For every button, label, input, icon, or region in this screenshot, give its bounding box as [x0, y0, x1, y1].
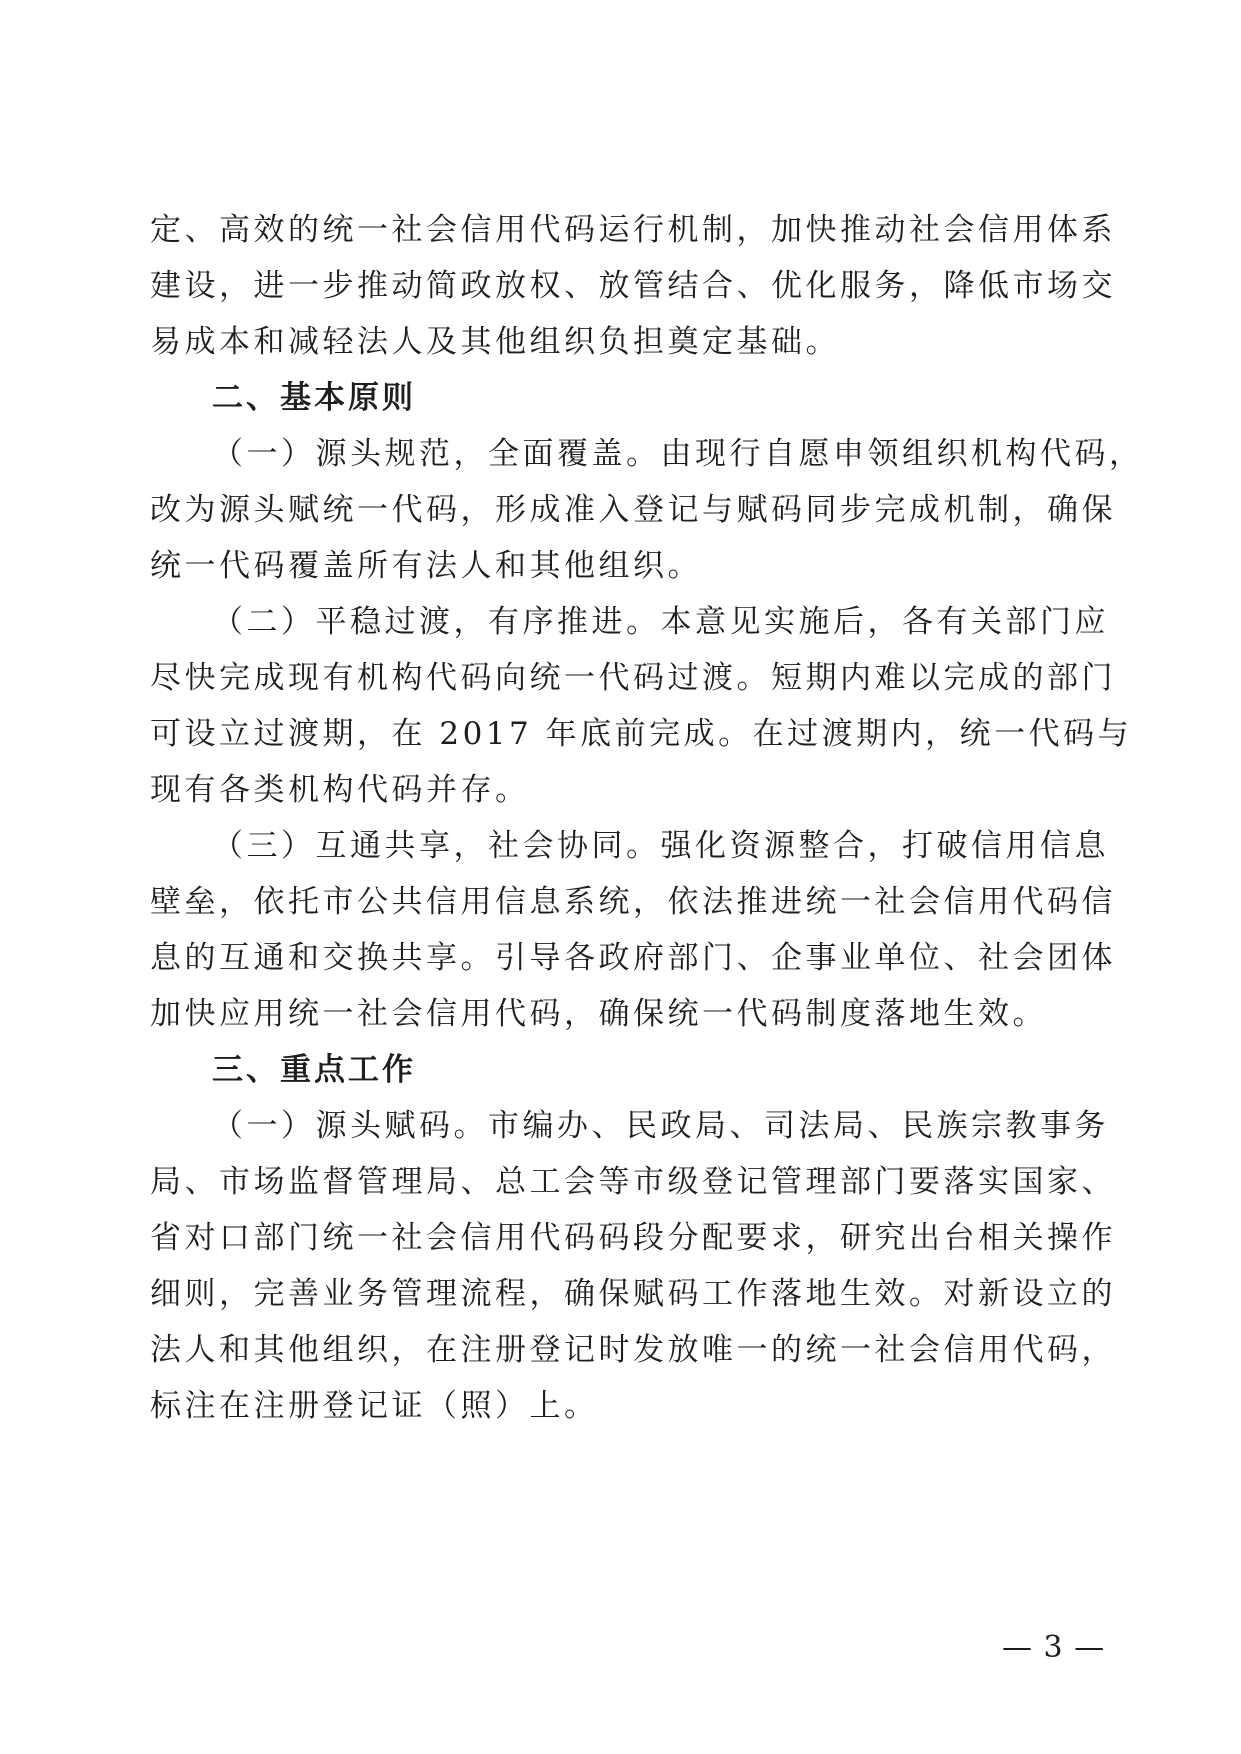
paragraph-line: 定、高效的统一社会信用代码运行机制，加快推动社会信用体系	[150, 212, 1116, 248]
paragraph-line: 现有各类机构代码并存。	[150, 772, 530, 808]
paragraph-line: （三）互通共享，社会协同。强化资源整合，打破信用信息	[212, 828, 1109, 864]
paragraph-line: 可设立过渡期，在 2017 年底前完成。在过渡期内，统一代码与	[150, 716, 1133, 752]
paragraph-line: （一）源头赋码。市编办、民政局、司法局、民族宗教事务	[212, 1108, 1109, 1144]
paragraph-line: 加快应用统一社会信用代码，确保统一代码制度落地生效。	[150, 996, 1047, 1032]
paragraph-line: 建设，进一步推动简政放权、放管结合、优化服务，降低市场交	[150, 268, 1116, 304]
paragraph-line: 省对口部门统一社会信用代码码段分配要求，研究出台相关操作	[150, 1220, 1116, 1256]
paragraph-line: 统一代码覆盖所有法人和其他组织。	[150, 548, 702, 584]
paragraph-line: 改为源头赋统一代码，形成准入登记与赋码同步完成机制，确保	[150, 492, 1116, 528]
paragraph-line: 局、市场监督管理局、总工会等市级登记管理部门要落实国家、	[150, 1164, 1116, 1200]
paragraph-line: 尽快完成现有机构代码向统一代码过渡。短期内难以完成的部门	[150, 660, 1116, 696]
paragraph-line: 壁垒，依托市公共信用信息系统，依法推进统一社会信用代码信	[150, 884, 1116, 920]
paragraph-line: 法人和其他组织，在注册登记时发放唯一的统一社会信用代码，	[150, 1332, 1116, 1368]
paragraph-line: （二）平稳过渡，有序推进。本意见实施后，各有关部门应	[212, 604, 1109, 640]
section-heading: 三、重点工作	[212, 1052, 416, 1088]
paragraph-line: 细则，完善业务管理流程，确保赋码工作落地生效。对新设立的	[150, 1276, 1116, 1312]
section-heading: 二、基本原则	[212, 380, 416, 416]
paragraph-line: （一）源头规范，全面覆盖。由现行自愿申领组织机构代码，	[212, 436, 1144, 472]
page-number: — 3 —	[1002, 1630, 1106, 1665]
paragraph-line: 标注在注册登记证（照）上。	[150, 1388, 599, 1424]
paragraph-line: 息的互通和交换共享。引导各政府部门、企事业单位、社会团体	[150, 940, 1116, 976]
paragraph-line: 易成本和减轻法人及其他组织负担奠定基础。	[150, 324, 840, 360]
